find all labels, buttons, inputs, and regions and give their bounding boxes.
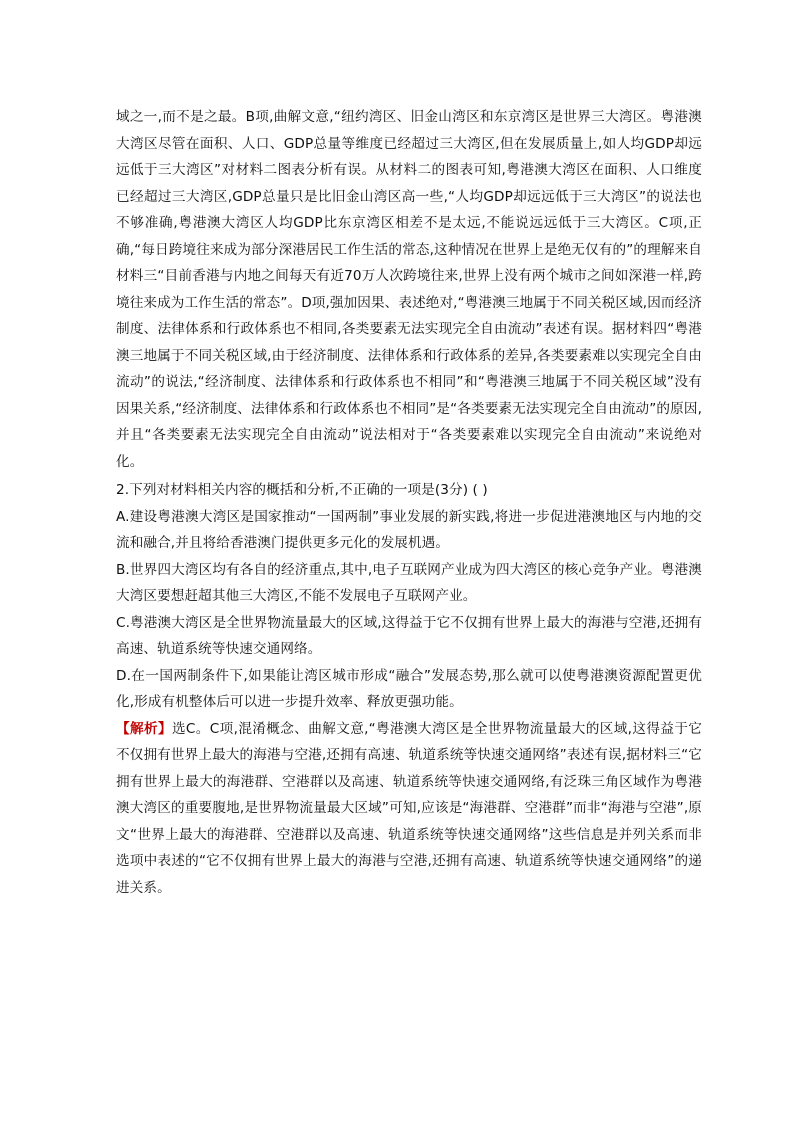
answer-analysis bbox=[116, 716, 702, 902]
document-body bbox=[116, 104, 702, 901]
analysis-tag: 【解析】 bbox=[116, 720, 172, 737]
analysis-text: 选C。C项,混淆概念、曲解文意,“粤港澳大湾区是全世界物流量最大的区域,这得益于它不仅拥有世界上最大的海港与空港,还拥有高速、轨道系统等快速交通网络”表述有误,据材料三“它拥有世界上最大的海港群、空港群以及高速、轨道系统等快速交通网络,有泛珠三角区域作为粤港澳大湾区的重要腹地,是世界物流量最大区域”可知,应该是“海港群、空港群”而非“海港与空港”,原文“世界上最大的海港群、空港群以及高速、轨道系统等快速交通网络”这些信息是并列关系而非选项中表述的“它不仅拥有世界上最大的海港与空港,还拥有高速、轨道系统等快速交通网络”的递进关系。 bbox=[116, 720, 703, 896]
explanation-paragraph: 域之一,而不是之最。B项,曲解文意,“纽约湾区、旧金山湾区和东京湾区是世界三大湾区。粤港澳大湾区尽管在面积、人口、GDP总量等维度已经超过三大湾区,但在发展质量上,如人均GDP却远远低于三大湾区”对材料二图表分析有误。从材料二的图表可知,粤港澳大湾区在面积、人口维度已经超过三大湾区,GDP总量只是比旧金山湾区高一些,“人均GDP却远远低于三大湾区”的说法也不够准确,粤港澳大湾区人均GDP比东京湾区相差不是太远,不能说远远低于三大湾区。C项,正确,“每日跨境往来成为部分深港居民工作生活的常态,这种情况在世界上是绝无仅有的”的理解来自材料三“目前香港与内地之间每天有近70万人次跨境往来,世界上没有两个城市之间如深港一样,跨境往来成为工作生活的常态”。D项,强加因果、表述绝对,“粤港澳三地属于不同关税区域,因而经济制度、法律体系和行政体系也不相同,各类要素无法实现完全自由流动”表述有误。据材料四“粤港澳三地属于不同关税区域,由于经济制度、法律体系和行政体系的差异,各类要素难以实现完全自由流动”的说法,“经济制度、法律体系和行政体系也不相同”和“粤港澳三地属于不同关税区域”没有因果关系,“经济制度、法律体系和行政体系也不相同”是“各类要素无法实现完全自由流动”的原因,并且“各类要素无法实现完全自由流动”说法相对于“各类要素难以实现完全自由流动”来说绝对化。 bbox=[116, 109, 702, 470]
option-b: B.世界四大湾区均有各自的经济重点,其中,电子互联网产业成为四大湾区的核心竞争产业。粤港澳大湾区要想赶超其他三大湾区,不能不发展电子互联网产业。 bbox=[116, 561, 702, 604]
option-d: D.在一国两制条件下,如果能让湾区城市形成“融合”发展态势,那么就可以使粤港澳资源配置更优化,形成有机整体后可以进一步提升效率、释放更强功能。 bbox=[116, 667, 702, 710]
option-a: A.建设粤港澳大湾区是国家推动“一国两制”事业发展的新实践,将进一步促进港澳地区与内地的交流和融合,并且将给香港澳门提供更多元化的发展机遇。 bbox=[116, 508, 702, 551]
option-c: C.粤港澳大湾区是全世界物流量最大的区域,这得益于它不仅拥有世界上最大的海港与空港,还拥有高速、轨道系统等快速交通网络。 bbox=[116, 614, 702, 657]
question-stem: 2.下列对材料相关内容的概括和分析,不正确的一项是(3分) ( ) bbox=[116, 482, 488, 498]
